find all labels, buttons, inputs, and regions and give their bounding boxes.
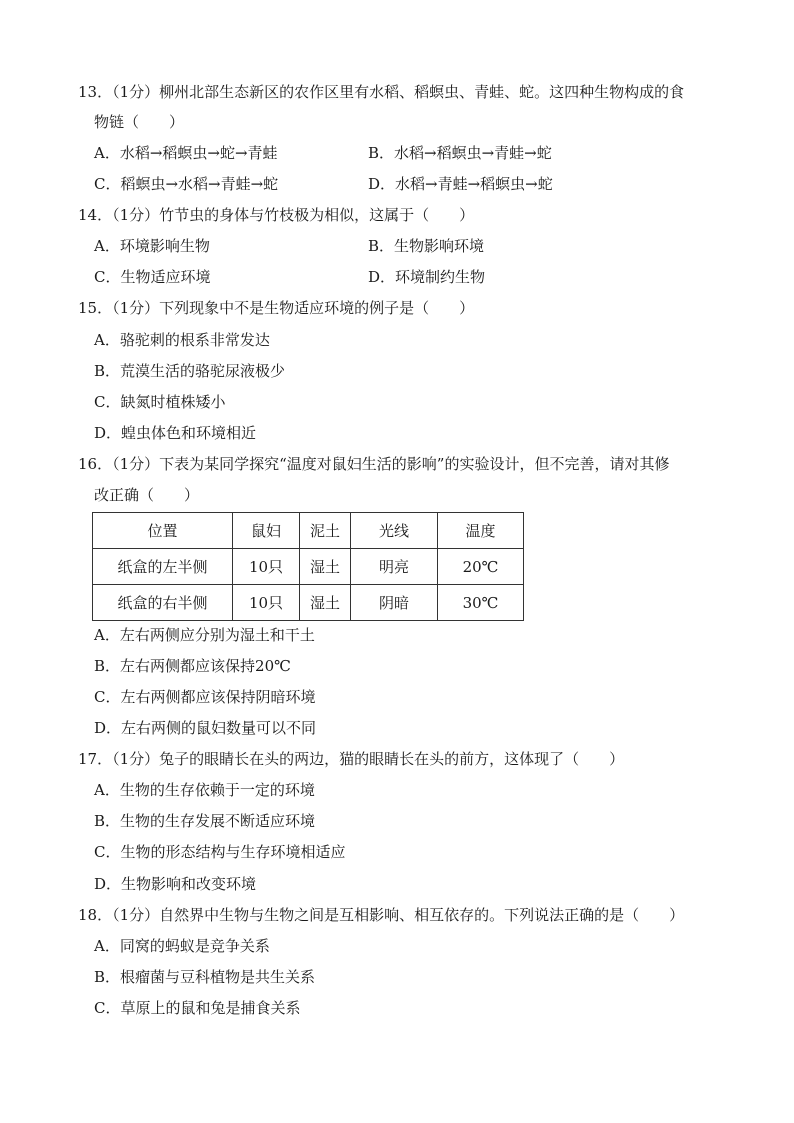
table-header-row (93, 513, 524, 549)
question-17-option-a: A．生物的生存依赖于一定的环境 (94, 781, 315, 799)
table-header-cell: 泥土 (300, 513, 351, 549)
table-cell: 10只 (233, 585, 300, 621)
question-14-stem: 14．（1分）竹节虫的身体与竹枝极为相似，这属于（ ） (78, 206, 475, 224)
question-16-option-d: D．左右两侧的鼠妇数量可以不同 (94, 719, 317, 737)
question-16-option-c: C．左右两侧都应该保持阴暗环境 (94, 688, 316, 706)
table-cell: 湿土 (300, 549, 351, 585)
table-cell: 纸盒的右半侧 (93, 585, 233, 621)
question-15-option-a: A．骆驼刺的根系非常发达 (94, 331, 270, 349)
question-13-stem-cont: 物链（ ） (94, 113, 185, 131)
table-header-cell: 光线 (351, 513, 438, 549)
question-15-option-d: D．蝗虫体色和环境相近 (94, 424, 257, 442)
question-17-option-c: C．生物的形态结构与生存环境相适应 (94, 843, 346, 861)
table-cell: 20℃ (438, 549, 524, 585)
question-18-option-a: A．同窝的蚂蚁是竞争关系 (94, 937, 270, 955)
question-13-option-a: A．水稻→稻螟虫→蛇→青蛙 (94, 144, 278, 162)
question-17-option-b: B．生物的生存发展不断适应环境 (94, 812, 316, 830)
question-18-option-b: B．根瘤菌与豆科植物是共生关系 (94, 968, 316, 986)
question-15-option-c: C．缺氮时植株矮小 (94, 393, 226, 411)
question-16-option-a: A．左右两侧应分别为湿土和干土 (94, 626, 315, 644)
table-row (93, 549, 524, 585)
question-14-option-c: C．生物适应环境 (94, 268, 211, 286)
question-15-stem: 15．（1分）下列现象中不是生物适应环境的例子是（ ） (78, 299, 475, 317)
question-16-stem: 16．（1分）下表为某同学探究“温度对鼠妇生活的影响”的实验设计，但不完善，请对其修 (78, 455, 670, 473)
question-15-option-b: B．荒漠生活的骆驼尿液极少 (94, 362, 286, 380)
experiment-table (92, 512, 524, 621)
question-13-option-b: B．水稻→稻螟虫→青蛙→蛇 (368, 144, 552, 162)
question-14-option-a: A．环境影响生物 (94, 237, 210, 255)
question-14-option-b: B．生物影响环境 (368, 237, 485, 255)
question-18-stem: 18．（1分）自然界中生物与生物之间是互相影响、相互依存的。下列说法正确的是（ ） (78, 906, 685, 924)
question-18-option-c: C．草原上的鼠和兔是捕食关系 (94, 999, 301, 1017)
question-16-stem-cont: 改正确（ ） (94, 486, 200, 504)
table-cell: 湿土 (300, 585, 351, 621)
table-header-cell: 温度 (438, 513, 524, 549)
question-13-option-c: C．稻螟虫→水稻→青蛙→蛇 (94, 175, 279, 193)
table-cell: 30℃ (438, 585, 524, 621)
table-row (93, 585, 524, 621)
question-13-option-d: D．水稻→青蛙→稻螟虫→蛇 (368, 175, 553, 193)
table-cell: 纸盒的左半侧 (93, 549, 233, 585)
table-cell: 10只 (233, 549, 300, 585)
question-17-option-d: D．生物影响和改变环境 (94, 875, 257, 893)
table-cell: 明亮 (351, 549, 438, 585)
question-17-stem: 17．（1分）兔子的眼睛长在头的两边，猫的眼睛长在头的前方，这体现了（ ） (78, 750, 625, 768)
table-header-cell: 鼠妇 (233, 513, 300, 549)
question-14-option-d: D．环境制约生物 (368, 268, 486, 286)
question-13-stem: 13．（1分）柳州北部生态新区的农作区里有水稻、稻螟虫、青蛙、蛇。这四种生物构成的食 (78, 83, 685, 101)
table-cell: 阴暗 (351, 585, 438, 621)
table-header-cell: 位置 (93, 513, 233, 549)
question-16-option-b: B．左右两侧都应该保持20℃ (94, 657, 291, 675)
